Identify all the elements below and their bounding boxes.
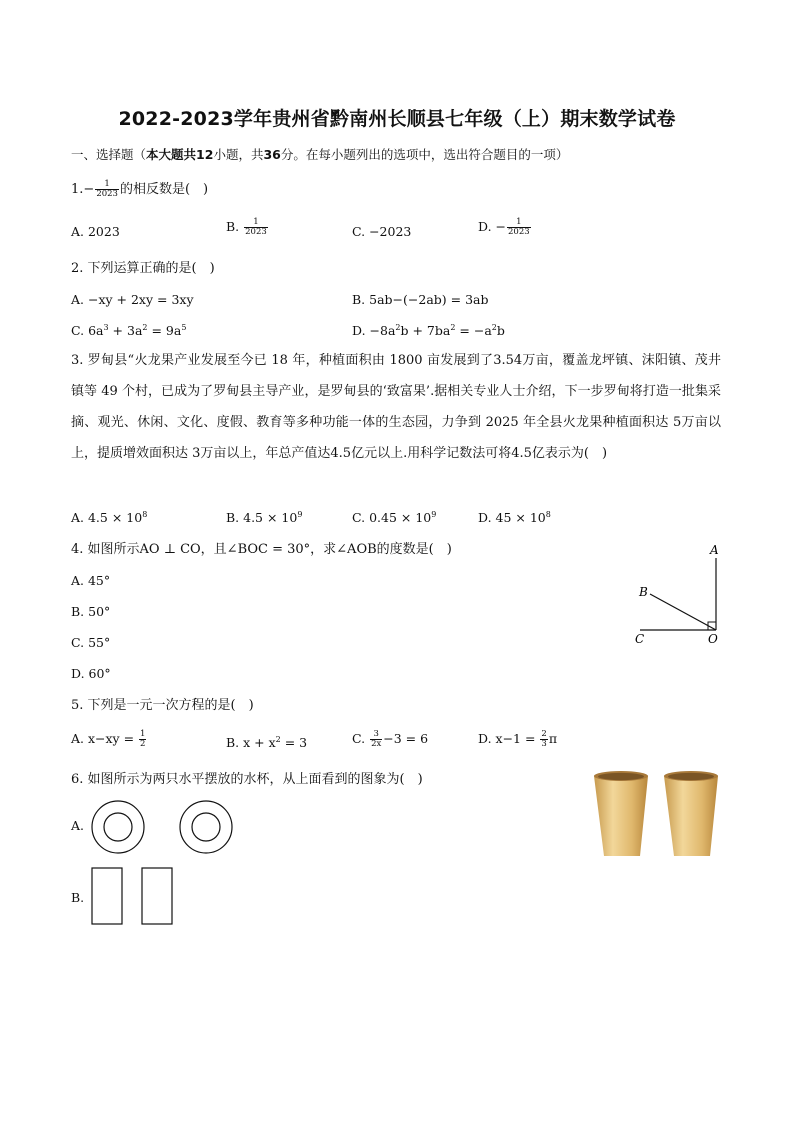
- page-title: 2022-2023学年贵州省黔南州长顺县七年级（上）期末数学试卷: [118, 108, 676, 130]
- q4-stem: 4. 如图所示AO ⊥ CO，且∠BOC = 30°，求∠AOB的度数是( ): [71, 542, 452, 557]
- q5-d-pi: π: [548, 731, 558, 746]
- q5-c-num: 3: [370, 730, 382, 740]
- section-prefix: 一、选择题（: [71, 147, 147, 162]
- q5-option-b: [226, 735, 307, 750]
- rect-right: [142, 868, 172, 924]
- q3-a-base: A. 4.5 × 10: [71, 510, 143, 525]
- cup-left-inside: [598, 773, 644, 780]
- q5-a-num: 1: [140, 729, 146, 739]
- q1-stem: [71, 180, 208, 199]
- q3-option-b: [226, 510, 302, 525]
- angle-figure: [630, 538, 730, 653]
- q3-stem: 3. 罗甸县“火龙果产业发展至今已 18 年，种植面积由 1800 亩发展到了3.54万亩，覆盖龙坪镇、沫阳镇、茂井镇等 49 个村，已成为了罗甸县主导产业，是罗甸县的‘致富果’.据相关专业人士介绍，下一步罗甸将打造一批集采摘、观光、休闲、文化、度假、教育等多种功能一体的生态园，力争到 2025 年全县火龙果种植面积达 5万亩以上，提质增效面积达 3万亩以上，年总产值达4.5亿元以上.用科学记数法可将4.5亿表示为( ): [71, 353, 721, 461]
- q2-c-part3: = 9a: [147, 323, 182, 338]
- q5-option-a: [71, 730, 147, 749]
- q3-option-d: [478, 510, 551, 525]
- q2-c-exp3: 5: [181, 323, 187, 332]
- q4-option-a: A. 45°: [71, 573, 111, 588]
- q4-option-c: C. 55°: [71, 635, 111, 650]
- q5-b-text: B. x + x: [226, 735, 276, 750]
- q2-d-exp3: 2: [491, 323, 497, 332]
- q3-a-exp: 8: [142, 510, 148, 519]
- q5-a-fraction: [139, 730, 146, 749]
- q5-d-fraction: [540, 730, 547, 749]
- q3-b-base: B. 4.5 × 10: [226, 510, 298, 525]
- q1-stem-text: 的相反数是( ): [119, 182, 209, 197]
- q5-d-num: 2: [541, 729, 547, 739]
- cup-right: [664, 776, 718, 856]
- q5-option-d: [478, 730, 557, 749]
- q1-number: 1.: [71, 182, 84, 197]
- rect-left: [92, 868, 122, 924]
- q5-c-fraction: [370, 730, 382, 749]
- q1-b-prefix: B.: [226, 219, 244, 234]
- q5-c-tail: −3 = 6: [383, 731, 429, 746]
- q3-c-exp: 9: [431, 510, 437, 519]
- ring-left-inner: [104, 813, 132, 841]
- label-a: A: [710, 543, 719, 557]
- q2-option-a: A. −xy + 2xy = 3xy: [71, 292, 194, 307]
- q6-option-b-label: B.: [71, 890, 85, 905]
- label-o: O: [708, 632, 718, 646]
- q2-d-part4: b: [496, 323, 505, 338]
- cup-right-inside: [668, 773, 714, 780]
- q2-d-part3: = −a: [455, 323, 492, 338]
- q2-d-exp2: 2: [450, 323, 456, 332]
- q3-option-a: [71, 510, 147, 525]
- q2-option-b: B. 5ab−(−2ab) = 3ab: [352, 292, 489, 307]
- q2-stem: 2. 下列运算正确的是( ): [71, 261, 215, 276]
- q3-d-exp: 8: [545, 510, 551, 519]
- label-c: C: [635, 632, 645, 646]
- q6-stem: 6. 如图所示为两只水平摆放的水杯，从上面看到的图象为( ): [71, 772, 423, 787]
- ring-right-inner: [192, 813, 220, 841]
- q5-d-text: D. x−1 =: [478, 731, 540, 746]
- q2-d-part1: D. −8a: [352, 323, 396, 338]
- q5-b-tail: = 3: [280, 735, 308, 750]
- cup-left: [594, 776, 648, 856]
- section-score: 36: [263, 147, 281, 162]
- q1-option-a: A. 2023: [71, 224, 120, 239]
- q5-a-den: 2: [140, 739, 146, 749]
- q1-d-fraction: [507, 218, 531, 237]
- q2-option-d: [352, 323, 505, 338]
- q2-c-exp1: 3: [103, 323, 109, 332]
- q4-option-d: D. 60°: [71, 666, 111, 681]
- q1-minus: −: [83, 182, 95, 197]
- ring-right-outer: [180, 801, 232, 853]
- q1-fraction: [95, 180, 119, 199]
- q2-d-exp1: 2: [395, 323, 401, 332]
- q1-b-fraction: [244, 218, 268, 237]
- label-b: B: [639, 585, 648, 599]
- wooden-cups-photo: [586, 768, 726, 863]
- q5-c-prefix: C.: [352, 731, 370, 746]
- q5-d-den: 3: [541, 739, 547, 749]
- q3-b-exp: 9: [297, 510, 303, 519]
- q5-option-c: [352, 730, 428, 749]
- q1-option-d: [478, 218, 532, 237]
- q1-d-num: 1: [507, 218, 531, 228]
- q1-frac-num: 1: [95, 180, 119, 190]
- q2-c-part2: + 3a: [108, 323, 143, 338]
- q3-d-base: D. 45 × 10: [478, 510, 546, 525]
- q5-a-text: A. x−xy =: [71, 731, 139, 746]
- section-count: 12: [196, 147, 214, 162]
- q1-b-den: 2023: [245, 227, 267, 237]
- ring-left-outer: [92, 801, 144, 853]
- section-suffix: 分。在每小题列出的选项中，选出符合题目的一项）: [280, 147, 569, 162]
- q2-option-c: [71, 323, 186, 338]
- q1-b-num: 1: [244, 218, 268, 228]
- q1-option-c: C. −2023: [352, 224, 412, 239]
- section-heading: [71, 145, 568, 163]
- q1-d-prefix: D. −: [478, 219, 506, 234]
- q1-d-den: 2023: [508, 227, 530, 237]
- ray-ob: [650, 594, 716, 630]
- q2-c-exp2: 2: [142, 323, 148, 332]
- q6-option-a-figure: [88, 800, 248, 858]
- q2-d-part2: b + 7ba: [400, 323, 451, 338]
- q1-frac-den: 2023: [96, 189, 118, 199]
- q5-b-exp: 2: [275, 735, 281, 744]
- q3-c-base: C. 0.45 × 10: [352, 510, 432, 525]
- q3-option-c: [352, 510, 436, 525]
- section-mid: 小题，共: [213, 147, 264, 162]
- q5-c-den: 2x: [371, 739, 382, 749]
- q1-option-b: [226, 218, 269, 237]
- q2-c-part1: C. 6a: [71, 323, 104, 338]
- q5-stem: 5. 下列是一元一次方程的是( ): [71, 698, 254, 713]
- section-bold: 本大题共: [146, 147, 197, 162]
- q6-option-b-figure: [88, 865, 183, 929]
- q6-option-a-label: A.: [71, 818, 85, 833]
- q4-option-b: B. 50°: [71, 604, 111, 619]
